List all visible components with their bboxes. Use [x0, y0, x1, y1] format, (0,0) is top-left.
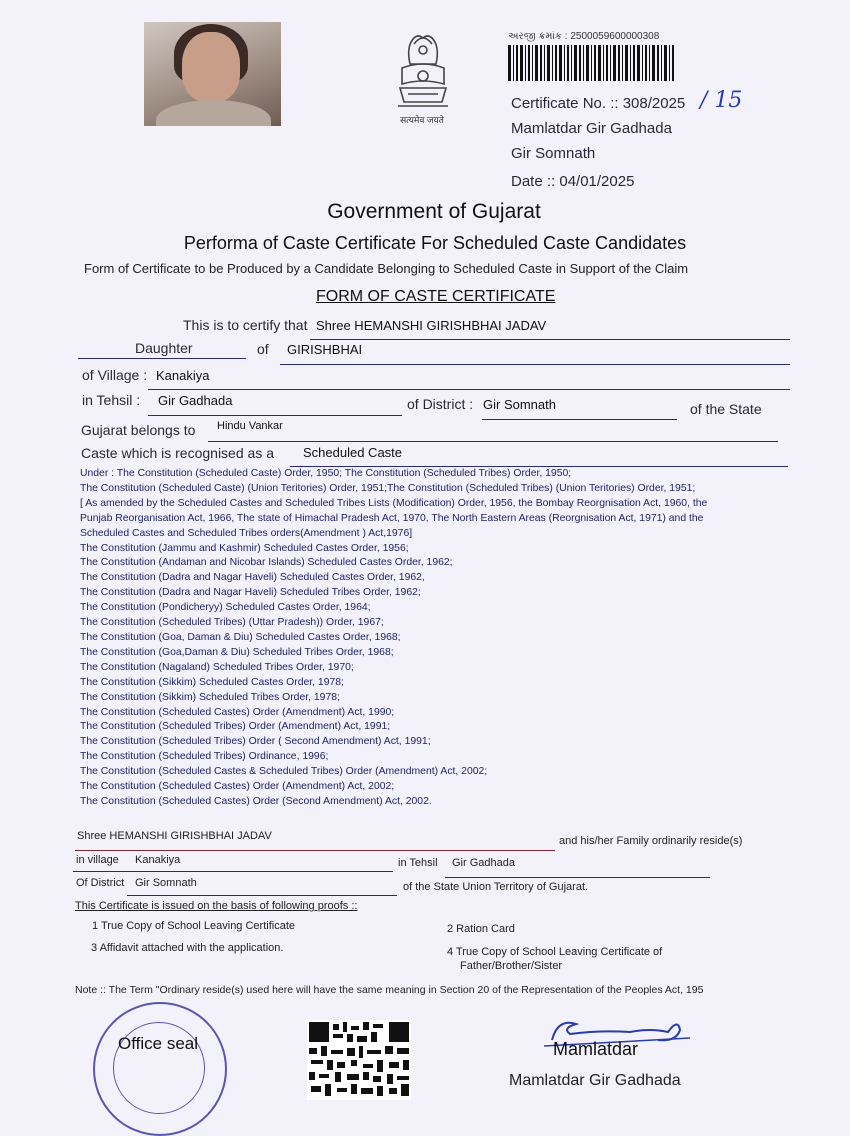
res-district-value: Gir Somnath: [135, 877, 197, 889]
issuing-district: Gir Somnath: [511, 145, 596, 162]
recognised-label: Caste which is recognised as a: [81, 445, 274, 461]
belongs-label: Gujarat belongs to: [81, 422, 196, 438]
proof-4: 4 True Copy of School Leaving Certificate of: [447, 946, 663, 958]
legal-line: The Constitution (Scheduled Castes & Scheduled Tribes) Order (Amendment) Act, 2002;: [80, 766, 488, 778]
legal-line: The Constitution (Jammu and Kashmir) Scheduled Castes Order, 1956;: [80, 542, 409, 554]
signatory-office: Mamlatdar Gir Gadhada: [509, 1072, 681, 1089]
legal-line: The Constitution (Scheduled Castes) Order (Amendment) Act, 2002;: [80, 781, 395, 793]
proof-4-continued: Father/Brother/Sister: [460, 960, 563, 972]
application-number: અરજી ક્રમાંક : 2500059600000308: [508, 31, 660, 42]
of-label: of: [257, 341, 269, 357]
residence-name: Shree HEMANSHI GIRISHBHAI JADAV: [77, 830, 272, 842]
legal-orders: [80, 467, 760, 810]
district-value: Gir Somnath: [483, 397, 556, 412]
district-label: of District :: [407, 396, 474, 412]
issuing-office: Mamlatdar Gir Gadhada: [511, 120, 672, 137]
office-seal-label: Office seal: [118, 1034, 199, 1053]
qr-code: [307, 1020, 411, 1100]
legal-line: The Constitution (Scheduled Castes) Order (Second Amendment) Act, 2002.: [80, 795, 432, 807]
barcode: [508, 45, 674, 81]
certificate-number: Certificate No. :: 308/2025: [511, 95, 686, 112]
legal-line: The Constitution (Scheduled Castes) Order (Amendment) Act, 1990;: [80, 706, 395, 718]
legal-line: The Constitution (Scheduled Caste) (Union Teritories) Order, 1951;The Constitution (Scheduled Tribes) (Union Teritories) Order, 1951;: [80, 482, 696, 494]
res-village-label: in village: [76, 854, 119, 866]
caste-value: Hindu Vankar: [217, 420, 283, 432]
proof-1: 1 True Copy of School Leaving Certificate: [92, 920, 296, 932]
issue-date: Date :: 04/01/2025: [511, 173, 635, 190]
proofs-heading: This Certificate is issued on the basis of following proofs ::: [75, 900, 358, 912]
emblem-caption: सत्यमेव जयते: [400, 115, 444, 125]
state-label: of the State: [690, 401, 762, 417]
reside-text: and his/her Family ordinarily reside(s): [559, 835, 743, 847]
legal-line: The Constitution (Dadra and Nagar Haveli) Scheduled Castes Order, 1962,: [80, 572, 425, 584]
form-note: Form of Certificate to be Produced by a Candidate Belonging to Scheduled Caste in Support of the Claim: [84, 261, 689, 276]
proof-2: 2 Ration Card: [447, 923, 515, 935]
legal-line: The Constitution (Scheduled Tribes) Order ( Second Amendment) Act, 1991;: [80, 736, 431, 748]
legal-line: The Constitution (Dadra and Nagar Haveli) Scheduled Tribes Order, 1962;: [80, 587, 421, 599]
legal-line: The Constitution (Scheduled Tribes) Order (Amendment) Act, 1991;: [80, 721, 391, 733]
recognised-value: Scheduled Caste: [303, 445, 403, 460]
proof-3: 3 Affidavit attached with the application.: [91, 942, 284, 954]
signatory-title: Mamlatdar: [553, 1039, 639, 1059]
village-label: of Village :: [82, 367, 148, 383]
certify-name: Shree HEMANSHI GIRISHBHAI JADAV: [316, 318, 547, 333]
village-value: Kanakiya: [156, 368, 210, 383]
legal-line: The Constitution (Sikkim) Scheduled Castes Order, 1978;: [80, 676, 344, 688]
res-village-value: Kanakiya: [135, 854, 181, 866]
note-text: Note :: The Term "Ordinary reside(s) used here will have the same meaning in Section 20 of the Representation of the Peoples Act, 195: [75, 984, 704, 996]
tehsil-value: Gir Gadhada: [158, 393, 233, 408]
certificate-handwritten-suffix: / 15: [700, 88, 743, 113]
legal-line: The Constitution (Goa, Daman & Diu) Scheduled Castes Order, 1968;: [80, 631, 401, 643]
res-district-label: Of District: [76, 877, 125, 889]
legal-line: The Constitution (Scheduled Tribes) Ordinance, 1996;: [80, 751, 329, 763]
res-state-text: of the State Union Territory of Gujarat.: [403, 881, 589, 893]
legal-line: Punjab Reorganisation Act, 1966, The state of Himachal Pradesh Act, 1970, The North Eastern Areas (Reorgnisation Act, 1971) and the: [80, 512, 704, 524]
office-seal: [93, 1002, 227, 1136]
legal-line: The Constitution (Pondicheryy) Scheduled Castes Order, 1964;: [80, 602, 371, 614]
national-emblem-icon: [388, 24, 458, 124]
legal-line: The Constitution (Andaman and Nicobar Islands) Scheduled Castes Order, 1962;: [80, 557, 453, 569]
res-tehsil-label: in Tehsil: [398, 857, 438, 869]
performa-title: Performa of Caste Certificate For Scheduled Caste Candidates: [183, 233, 687, 253]
father-name: GIRISHBHAI: [287, 342, 363, 357]
applicant-photo: [144, 22, 281, 126]
certify-label: This is to certify that: [183, 317, 308, 333]
relation-value: Daughter: [135, 340, 193, 356]
legal-line: The Constitution (Sikkim) Scheduled Tribes Order, 1978;: [80, 691, 340, 703]
form-title: FORM OF CASTE CERTIFICATE: [316, 288, 556, 305]
legal-line: The Constitution (Scheduled Tribes) (Uttar Pradesh)) Order, 1967;: [80, 617, 384, 629]
tehsil-label: in Tehsil :: [82, 392, 141, 408]
legal-line: The Constitution (Nagaland) Scheduled Tribes Order, 1970;: [80, 661, 354, 673]
legal-line: Scheduled Castes and Scheduled Tribes orders(Amendment ) Act,1976]: [80, 527, 413, 539]
legal-line: Under : The Constitution (Scheduled Caste) Order, 1950; The Constitution (Scheduled Tribes) Order, 1950;: [80, 468, 572, 479]
legal-line: The Constitution (Goa,Daman & Diu) Scheduled Tribes Order, 1968;: [80, 646, 394, 658]
legal-line: [ As amended by the Scheduled Castes and Scheduled Tribes Lists (Modification) Order, 1956, the Bombay Reorgnisation Act, 1960, the: [80, 497, 708, 509]
government-title: Government of Gujarat: [327, 200, 541, 223]
res-tehsil-value: Gir Gadhada: [452, 857, 515, 869]
